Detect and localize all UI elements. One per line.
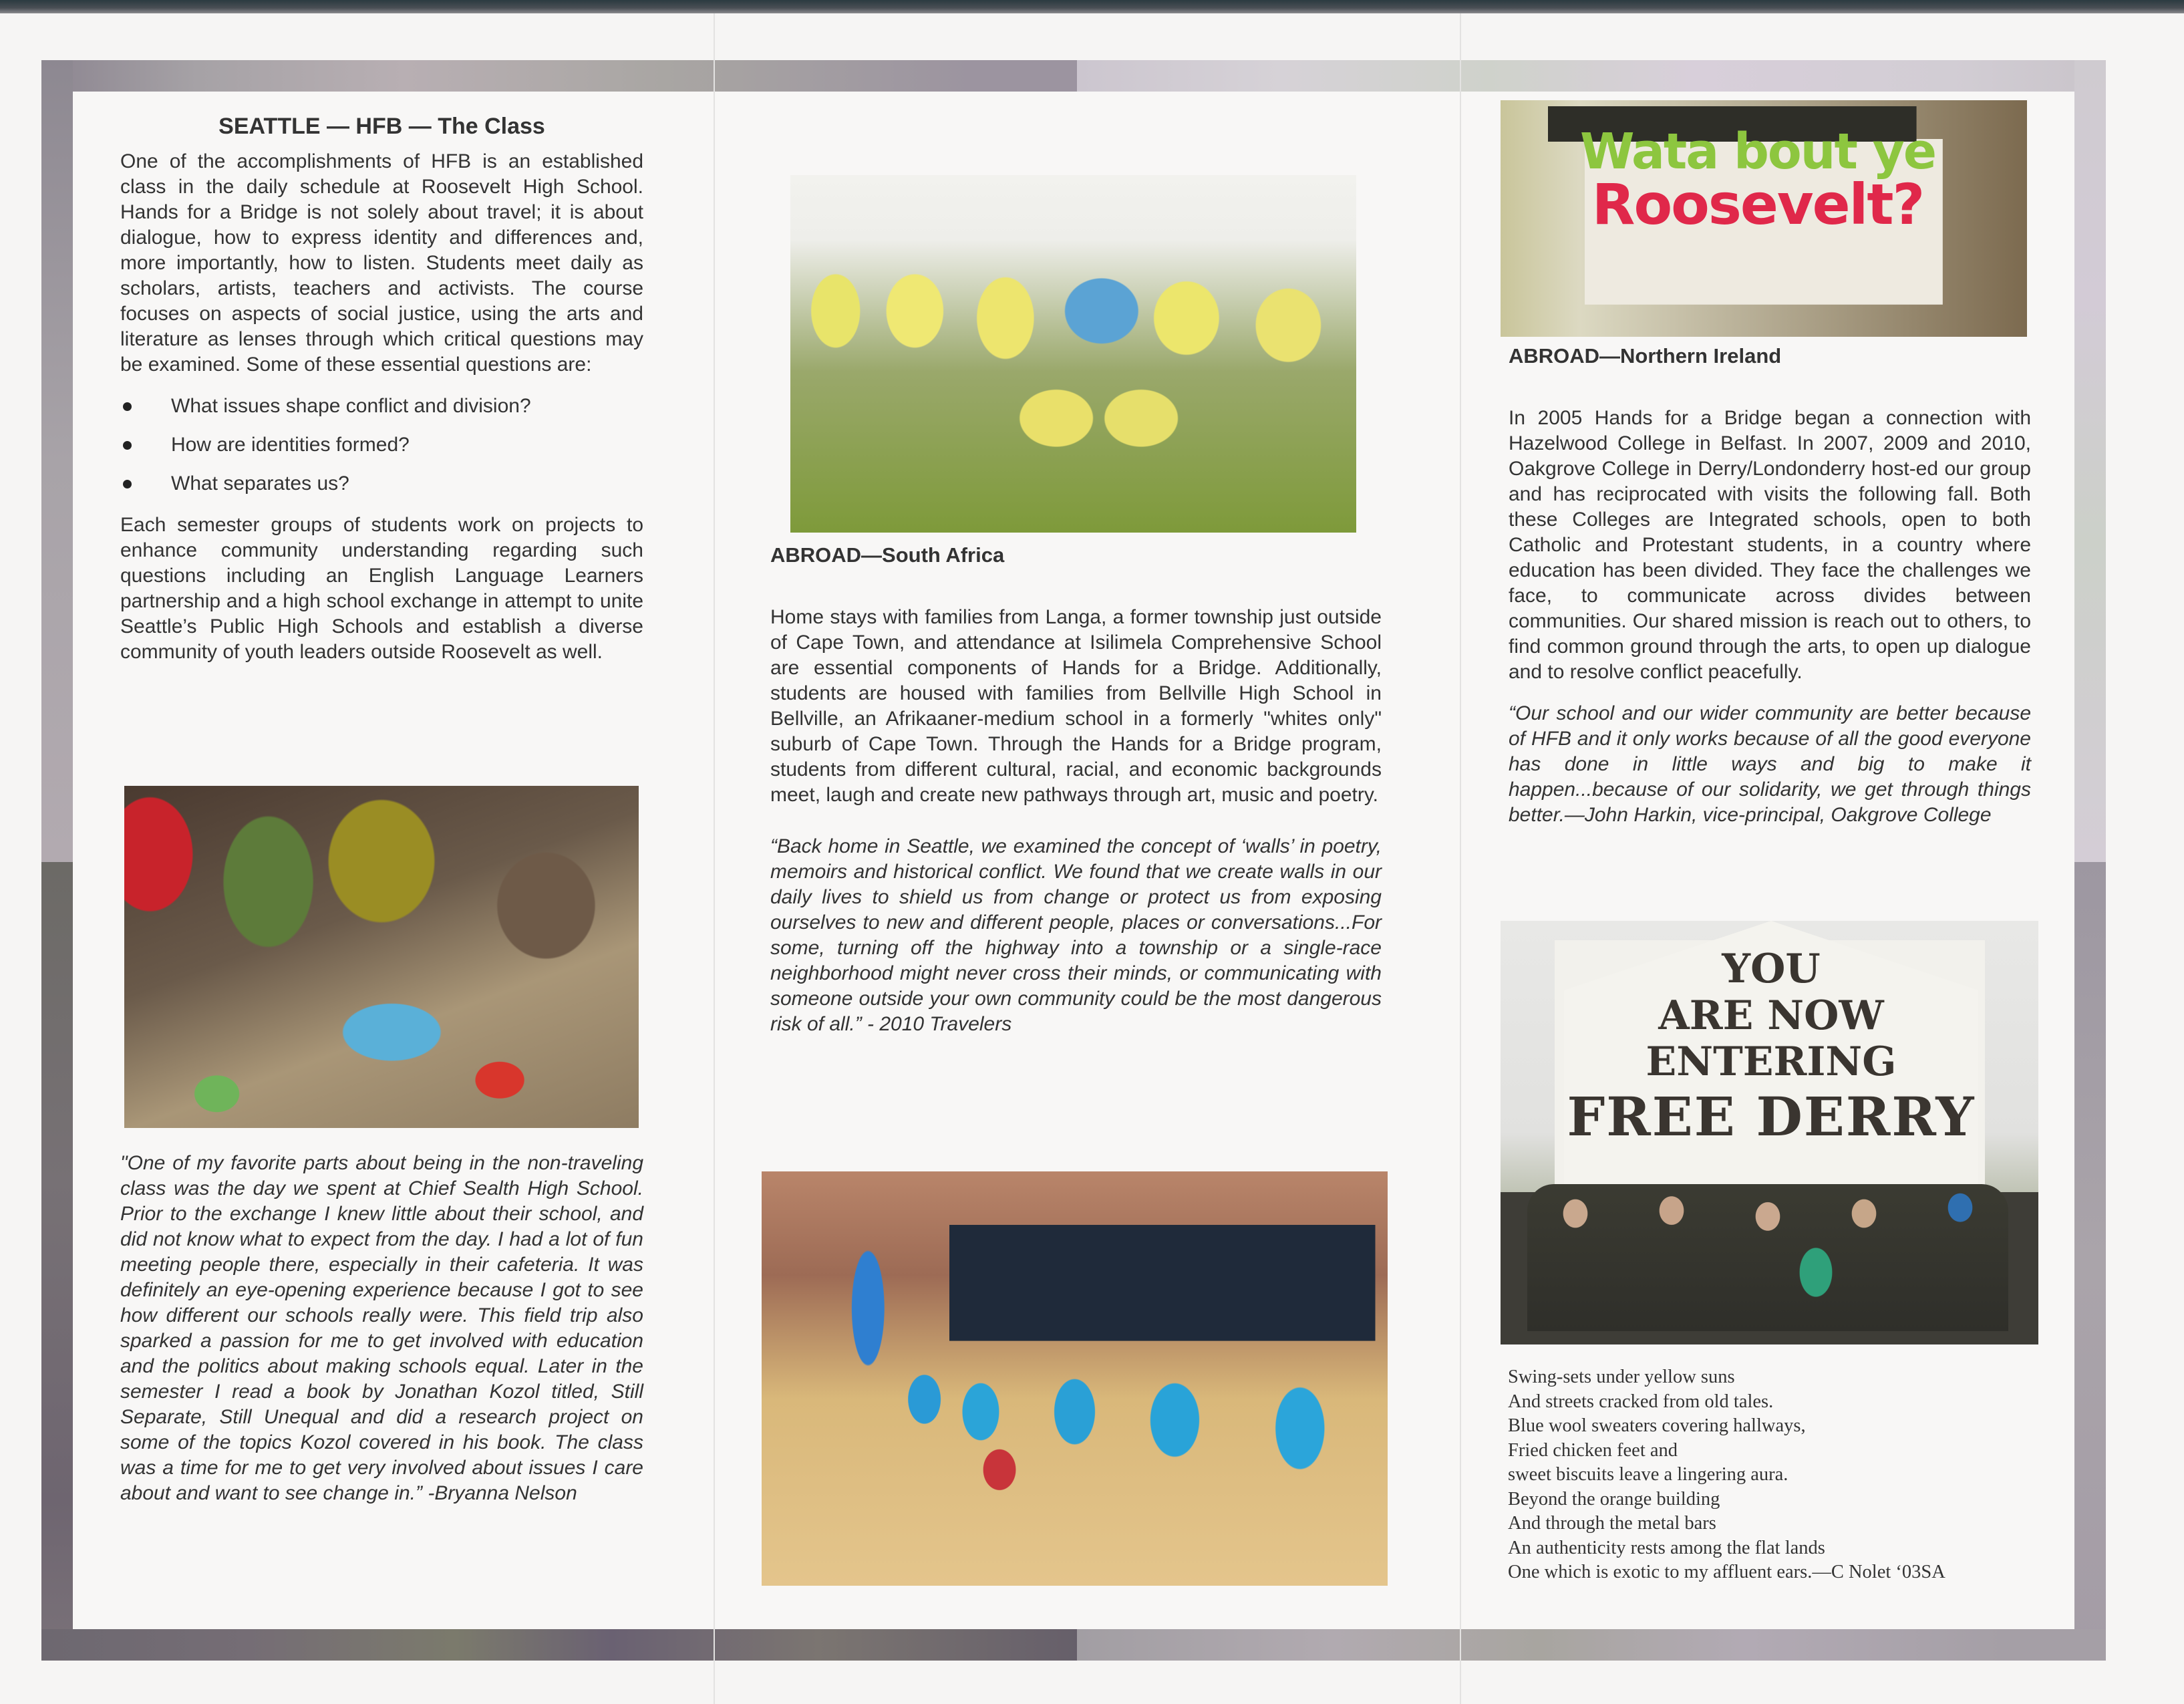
border-band bbox=[1077, 1629, 2106, 1661]
poem-line: Fried chicken feet and bbox=[1508, 1439, 1678, 1461]
photo-south-africa-classroom bbox=[762, 1171, 1388, 1586]
poem-line: And streets cracked from old tales. bbox=[1508, 1391, 1774, 1412]
student-group bbox=[1527, 1184, 2008, 1331]
poem-line: One which is exotic to my affluent ears.—C Nolet ‘03SA bbox=[1508, 1562, 1945, 1582]
south-africa-paragraph: Home stays with families from Langa, a former township just outside of Cape Town, and attendance at Isilimela Comprehensive School are essential components of Hands for a Bridge. Additionally, students are housed with families from Bellville High School in Bellville, an Afrikaaner-medium school in a formerly "whites only" suburb of Cape Town. Through the Hands for a Bridge program, students from different cultural, racial, and economic backgrounds meet, laugh and create new pathways through art, music and poetry. bbox=[770, 606, 1382, 806]
poem-line: Beyond the orange building bbox=[1508, 1488, 1720, 1510]
border-band bbox=[2074, 60, 2106, 862]
photo-free-derry-mural bbox=[1501, 921, 2038, 1344]
bullet-icon bbox=[123, 402, 132, 411]
list-item: What separates us? bbox=[120, 471, 643, 496]
fold-line bbox=[714, 13, 715, 1704]
list-item: What issues shape conflict and division? bbox=[120, 394, 643, 419]
panel-title: SEATTLE — HFB — The Class bbox=[218, 114, 545, 139]
border-band bbox=[41, 1629, 1077, 1661]
section-heading-south-africa: ABROAD—South Africa bbox=[770, 543, 1005, 567]
scanner-edge bbox=[0, 0, 2184, 13]
border-band bbox=[1077, 60, 2106, 92]
student-quote-block bbox=[120, 1151, 643, 1506]
panel-middle bbox=[770, 543, 1382, 1037]
poem-line: And through the metal bars bbox=[1508, 1513, 1716, 1534]
section-heading-northern-ireland: ABROAD—Northern Ireland bbox=[1509, 344, 1782, 368]
border-band bbox=[41, 862, 73, 1661]
photo-roosevelt-banner bbox=[1501, 100, 2027, 337]
poem bbox=[1508, 1365, 2030, 1585]
list-item: How are identities formed? bbox=[120, 432, 643, 458]
bullet-icon bbox=[123, 441, 132, 450]
panel-right bbox=[1509, 344, 2031, 828]
border-band bbox=[2074, 862, 2106, 1661]
poem-block bbox=[1508, 1365, 2030, 1585]
intro-paragraph: One of the accomplishments of HFB is an established class in the daily schedule at Roosevelt High School. Hands for a Bridge is not solely about travel; it is about dialogue, how to express identity and differences and, more importantly, how to listen. Students meet daily as scholars, artists, teachers and activists. The course focuses on aspects of social justice, using the arts and literature as lenses through which critical questions may be examined. Some of these essential questions are: bbox=[120, 150, 643, 376]
panel-left bbox=[120, 114, 643, 665]
border-band bbox=[41, 60, 1077, 92]
photo-south-africa-group bbox=[790, 175, 1356, 533]
poem-line: An authenticity rests among the flat lands bbox=[1508, 1537, 1825, 1558]
border-band bbox=[41, 60, 73, 862]
mural-lettering: YOU ARE NOW ENTERING FREE DERRY bbox=[1567, 946, 1976, 1148]
banner-lettering: Wata bout ye Roosevelt? bbox=[1579, 123, 1936, 237]
questions-list bbox=[120, 394, 643, 496]
poem-line: Blue wool sweaters covering hallways, bbox=[1508, 1415, 1806, 1436]
projects-paragraph: Each semester groups of students work on projects to enhance community understanding regarding such questions including an English Language Learners partnership and a high school exchange in attempt to unite Seattle’s Public High Schools and establish a diverse community of youth leaders outside Roosevelt as well. bbox=[120, 514, 643, 663]
fold-line bbox=[1460, 13, 1461, 1704]
poem-line: Swing-sets under yellow suns bbox=[1508, 1367, 1735, 1387]
vice-principal-quote: “Our school and our wider community are better because of HFB and it only works because of all the good everyone has done in little ways and big to make it happen...because of our solidarity, we get through things better.—John Harkin, vice-principal, Oakgrove College bbox=[1509, 702, 2031, 826]
northern-ireland-paragraph: In 2005 Hands for a Bridge began a connection with Hazelwood College in Belfast. In 2007, 2009 and 2010, Oakgrove College in Derry/Londonderry host-ed our group and has reciprocated with visits the following fall. Both these Colleges are Integrated schools, open to both Catholic and Protestant students, in a country where education has been divided. They face the challenges we face, to communicate across divides between communities. Our shared mission is reach out to others, to find common ground through the arts, to open up dialogue and to resolve conflict peacefully. bbox=[1509, 407, 2031, 683]
travelers-quote: “Back home in Seattle, we examined the concept of ‘walls’ in poetry, memoirs and historical conflict. We found that we create walls in our daily lives to shield us from change or protect us from exposing ourselves to new and different people, places or conversations...For some, turning off the highway into a township or a single-race neighborhood might never cross their minds, or communicating with someone outside your own community could be the most dangerous risk of all.” - 2010 Travelers bbox=[770, 835, 1382, 1035]
student-quote: "One of my favorite parts about being in the non-traveling class was the day we spent at Chief Sealth High School. Prior to the exchange I knew little about their school, and did not know what to expect from the day. I had a lot of fun meeting people there, especially in their cafeteria. It was definitely an eye-opening experience because I got to see how different our schools really were. This field trip also sparked a passion for me to get involved with education and the politics about making schools equal. Later in the semester I read a book by Jonathan Kozol titled, Still Separate, Still Unequal and did a research project on some of the topics Kozol covered in his book. The class was a time for me to get very involved about issues I care about and want to see change in.” -Bryanna Nelson bbox=[120, 1152, 643, 1504]
photo-craft-workshop bbox=[124, 786, 639, 1128]
poem-line: sweet biscuits leave a lingering aura. bbox=[1508, 1464, 1788, 1485]
bullet-icon bbox=[123, 480, 132, 488]
